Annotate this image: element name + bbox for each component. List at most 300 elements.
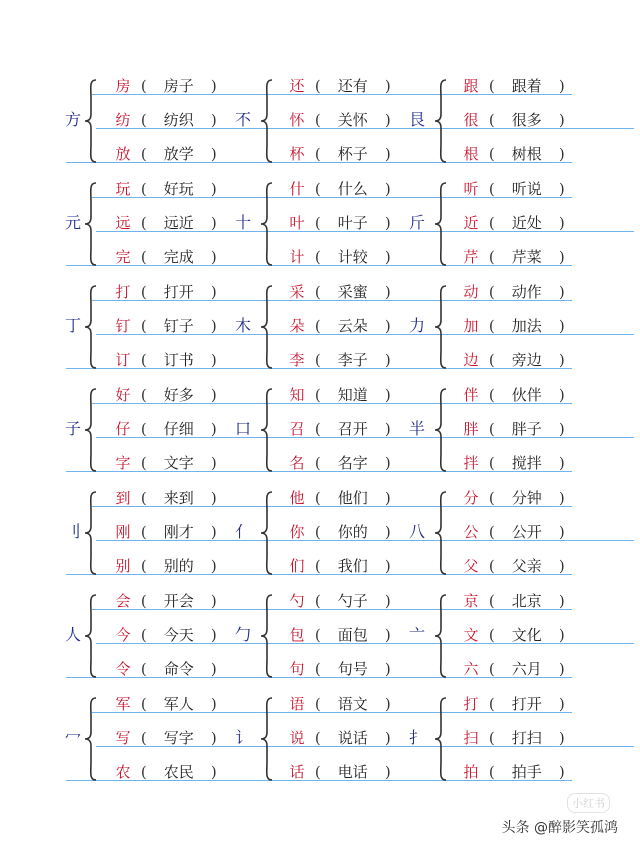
character: 写 bbox=[115, 729, 131, 747]
open-paren: ( bbox=[314, 214, 321, 232]
word: 语文 bbox=[337, 695, 368, 713]
radical: 扌 bbox=[408, 728, 425, 747]
character: 打 bbox=[463, 695, 479, 713]
character: 杯 bbox=[289, 145, 305, 163]
entry-line bbox=[114, 316, 221, 336]
close-paren: ) bbox=[558, 660, 565, 678]
radical: 子 bbox=[64, 419, 81, 438]
entry-line bbox=[462, 110, 569, 130]
word: 计较 bbox=[337, 248, 368, 266]
character: 房 bbox=[115, 77, 131, 95]
radical: 刂 bbox=[64, 522, 81, 541]
character: 拌 bbox=[463, 454, 479, 472]
character: 分 bbox=[463, 489, 479, 507]
word: 电话 bbox=[337, 763, 368, 781]
close-paren: ) bbox=[558, 420, 565, 438]
open-paren: ( bbox=[314, 695, 321, 713]
word: 来到 bbox=[163, 489, 194, 507]
brace-icon bbox=[434, 284, 448, 370]
close-paren: ) bbox=[384, 729, 391, 747]
character: 李 bbox=[289, 351, 305, 369]
character: 召 bbox=[289, 420, 305, 438]
entry-line bbox=[288, 419, 395, 439]
open-paren: ( bbox=[140, 626, 147, 644]
entry-line bbox=[114, 522, 221, 542]
entry-line bbox=[288, 385, 395, 405]
character: 别 bbox=[115, 557, 131, 575]
entry-line bbox=[114, 453, 221, 473]
close-paren: ) bbox=[210, 592, 217, 610]
open-paren: ( bbox=[140, 214, 147, 232]
brace-icon bbox=[434, 696, 448, 782]
character: 父 bbox=[463, 557, 479, 575]
close-paren: ) bbox=[384, 489, 391, 507]
character: 胖 bbox=[463, 420, 479, 438]
entry-line bbox=[114, 762, 221, 782]
word: 拍手 bbox=[511, 763, 542, 781]
entry-line bbox=[288, 316, 395, 336]
close-paren: ) bbox=[384, 351, 391, 369]
entry-line bbox=[462, 385, 569, 405]
open-paren: ( bbox=[314, 660, 321, 678]
character: 刚 bbox=[115, 523, 131, 541]
character: 根 bbox=[463, 145, 479, 163]
radical: 亻 bbox=[234, 522, 251, 541]
word: 勺子 bbox=[337, 592, 368, 610]
word: 召开 bbox=[337, 420, 368, 438]
open-paren: ( bbox=[488, 317, 495, 335]
word: 开会 bbox=[163, 592, 194, 610]
open-paren: ( bbox=[488, 77, 495, 95]
close-paren: ) bbox=[210, 763, 217, 781]
entry-line bbox=[288, 453, 395, 473]
character: 还 bbox=[289, 77, 305, 95]
open-paren: ( bbox=[314, 145, 321, 163]
faint-watermark: 小红书 bbox=[567, 793, 610, 813]
open-paren: ( bbox=[314, 77, 321, 95]
close-paren: ) bbox=[558, 695, 565, 713]
word: 还有 bbox=[337, 77, 368, 95]
radical: 不 bbox=[234, 110, 251, 129]
character: 到 bbox=[115, 489, 131, 507]
entry-line bbox=[288, 625, 395, 645]
word: 房子 bbox=[163, 77, 194, 95]
close-paren: ) bbox=[558, 729, 565, 747]
close-paren: ) bbox=[558, 351, 565, 369]
brace-icon bbox=[84, 696, 98, 782]
open-paren: ( bbox=[488, 214, 495, 232]
open-paren: ( bbox=[314, 454, 321, 472]
entry-line bbox=[288, 762, 395, 782]
character: 很 bbox=[463, 111, 479, 129]
entry-line bbox=[114, 659, 221, 679]
character: 会 bbox=[115, 592, 131, 610]
brace-icon bbox=[260, 181, 274, 267]
word: 我们 bbox=[337, 557, 368, 575]
entry-line bbox=[114, 419, 221, 439]
close-paren: ) bbox=[210, 695, 217, 713]
entry-line bbox=[288, 350, 395, 370]
radical: 人 bbox=[64, 625, 81, 644]
brace-icon bbox=[260, 284, 274, 370]
character: 勺 bbox=[289, 592, 305, 610]
brace-icon bbox=[260, 490, 274, 576]
open-paren: ( bbox=[140, 111, 147, 129]
close-paren: ) bbox=[210, 77, 217, 95]
open-paren: ( bbox=[314, 386, 321, 404]
close-paren: ) bbox=[384, 454, 391, 472]
entry-line bbox=[114, 144, 221, 164]
close-paren: ) bbox=[384, 283, 391, 301]
open-paren: ( bbox=[140, 145, 147, 163]
character: 听 bbox=[463, 180, 479, 198]
close-paren: ) bbox=[558, 523, 565, 541]
character: 包 bbox=[289, 626, 305, 644]
open-paren: ( bbox=[140, 729, 147, 747]
close-paren: ) bbox=[558, 145, 565, 163]
entry-line bbox=[114, 385, 221, 405]
brace-icon bbox=[84, 387, 98, 473]
word: 写字 bbox=[163, 729, 194, 747]
character: 近 bbox=[463, 214, 479, 232]
entry-line bbox=[462, 213, 569, 233]
word: 命令 bbox=[163, 660, 194, 678]
close-paren: ) bbox=[558, 454, 565, 472]
character: 令 bbox=[115, 660, 131, 678]
word: 打开 bbox=[163, 283, 194, 301]
word: 好多 bbox=[163, 386, 194, 404]
entry-line bbox=[288, 282, 395, 302]
open-paren: ( bbox=[140, 763, 147, 781]
radical: 口 bbox=[234, 419, 251, 438]
entry-line bbox=[462, 659, 569, 679]
word: 云朵 bbox=[337, 317, 368, 335]
character: 公 bbox=[463, 523, 479, 541]
close-paren: ) bbox=[210, 420, 217, 438]
close-paren: ) bbox=[384, 763, 391, 781]
close-paren: ) bbox=[210, 523, 217, 541]
character: 语 bbox=[289, 695, 305, 713]
entry-line bbox=[114, 76, 221, 96]
open-paren: ( bbox=[140, 557, 147, 575]
character: 句 bbox=[289, 660, 305, 678]
character: 什 bbox=[289, 180, 305, 198]
word: 近处 bbox=[511, 214, 542, 232]
entry-line bbox=[462, 728, 569, 748]
character: 今 bbox=[115, 626, 131, 644]
character: 远 bbox=[115, 214, 131, 232]
word: 仔细 bbox=[163, 420, 194, 438]
open-paren: ( bbox=[314, 351, 321, 369]
entry-line bbox=[114, 591, 221, 611]
character: 怀 bbox=[289, 111, 305, 129]
brace-icon bbox=[434, 387, 448, 473]
brace-icon bbox=[434, 78, 448, 164]
close-paren: ) bbox=[210, 214, 217, 232]
close-paren: ) bbox=[384, 557, 391, 575]
entry-line bbox=[114, 625, 221, 645]
open-paren: ( bbox=[314, 420, 321, 438]
brace-icon bbox=[434, 490, 448, 576]
character: 打 bbox=[115, 283, 131, 301]
brace-icon bbox=[84, 181, 98, 267]
close-paren: ) bbox=[558, 77, 565, 95]
close-paren: ) bbox=[558, 489, 565, 507]
word: 父亲 bbox=[511, 557, 542, 575]
close-paren: ) bbox=[384, 317, 391, 335]
word: 六月 bbox=[511, 660, 542, 678]
entry-line bbox=[462, 282, 569, 302]
entry-line bbox=[114, 694, 221, 714]
open-paren: ( bbox=[140, 248, 147, 266]
close-paren: ) bbox=[210, 660, 217, 678]
radical: 讠 bbox=[234, 728, 251, 747]
entry-line bbox=[114, 110, 221, 130]
entry-line bbox=[462, 522, 569, 542]
word: 文字 bbox=[163, 454, 194, 472]
character: 他 bbox=[289, 489, 305, 507]
word: 订书 bbox=[163, 351, 194, 369]
close-paren: ) bbox=[558, 763, 565, 781]
word: 芹菜 bbox=[511, 248, 542, 266]
close-paren: ) bbox=[210, 317, 217, 335]
character: 农 bbox=[115, 763, 131, 781]
radical: 力 bbox=[408, 316, 425, 335]
close-paren: ) bbox=[558, 180, 565, 198]
word: 树根 bbox=[511, 145, 542, 163]
character: 好 bbox=[115, 386, 131, 404]
open-paren: ( bbox=[140, 351, 147, 369]
open-paren: ( bbox=[314, 626, 321, 644]
entry-line bbox=[288, 694, 395, 714]
brace-icon bbox=[260, 78, 274, 164]
character: 知 bbox=[289, 386, 305, 404]
word: 句号 bbox=[337, 660, 368, 678]
entry-line bbox=[288, 728, 395, 748]
close-paren: ) bbox=[210, 248, 217, 266]
word: 今天 bbox=[163, 626, 194, 644]
word: 公开 bbox=[511, 523, 542, 541]
brace-icon bbox=[434, 593, 448, 679]
character: 话 bbox=[289, 763, 305, 781]
open-paren: ( bbox=[140, 695, 147, 713]
close-paren: ) bbox=[384, 626, 391, 644]
close-paren: ) bbox=[210, 626, 217, 644]
word: 完成 bbox=[163, 248, 194, 266]
radical: 艮 bbox=[408, 110, 425, 129]
close-paren: ) bbox=[384, 180, 391, 198]
entry-line bbox=[288, 110, 395, 130]
close-paren: ) bbox=[210, 729, 217, 747]
word: 文化 bbox=[511, 626, 542, 644]
word: 北京 bbox=[511, 592, 542, 610]
word: 搅拌 bbox=[511, 454, 542, 472]
character: 加 bbox=[463, 317, 479, 335]
entry-line bbox=[288, 144, 395, 164]
entry-line bbox=[288, 76, 395, 96]
brace-icon bbox=[434, 181, 448, 267]
word: 很多 bbox=[511, 111, 542, 129]
entry-line bbox=[462, 762, 569, 782]
word: 动作 bbox=[511, 283, 542, 301]
radical: 丁 bbox=[64, 316, 81, 335]
character: 拍 bbox=[463, 763, 479, 781]
character: 仔 bbox=[115, 420, 131, 438]
entry-line bbox=[114, 556, 221, 576]
open-paren: ( bbox=[314, 317, 321, 335]
brace-icon bbox=[84, 490, 98, 576]
author-watermark: 头条 @醉影笑孤鸿 bbox=[501, 820, 618, 836]
open-paren: ( bbox=[140, 523, 147, 541]
word: 胖子 bbox=[511, 420, 542, 438]
entry-line bbox=[114, 728, 221, 748]
entry-line bbox=[288, 488, 395, 508]
word: 放学 bbox=[163, 145, 194, 163]
close-paren: ) bbox=[210, 454, 217, 472]
word: 什么 bbox=[337, 180, 368, 198]
open-paren: ( bbox=[314, 248, 321, 266]
open-paren: ( bbox=[488, 351, 495, 369]
character: 伴 bbox=[463, 386, 479, 404]
brace-icon bbox=[260, 387, 274, 473]
entry-line bbox=[288, 247, 395, 267]
radical: 勹 bbox=[234, 625, 251, 644]
entry-line bbox=[462, 556, 569, 576]
open-paren: ( bbox=[314, 283, 321, 301]
character: 订 bbox=[115, 351, 131, 369]
word: 说话 bbox=[337, 729, 368, 747]
entry-line bbox=[462, 350, 569, 370]
entry-line bbox=[462, 316, 569, 336]
word: 知道 bbox=[337, 386, 368, 404]
entry-line bbox=[462, 76, 569, 96]
close-paren: ) bbox=[210, 351, 217, 369]
close-paren: ) bbox=[558, 317, 565, 335]
character: 文 bbox=[463, 626, 479, 644]
entry-line bbox=[288, 591, 395, 611]
word: 你的 bbox=[337, 523, 368, 541]
open-paren: ( bbox=[140, 180, 147, 198]
entry-line bbox=[462, 179, 569, 199]
word: 刚才 bbox=[163, 523, 194, 541]
word: 别的 bbox=[163, 557, 194, 575]
open-paren: ( bbox=[140, 386, 147, 404]
radical: 方 bbox=[64, 110, 81, 129]
open-paren: ( bbox=[140, 420, 147, 438]
open-paren: ( bbox=[140, 660, 147, 678]
open-paren: ( bbox=[140, 317, 147, 335]
close-paren: ) bbox=[558, 386, 565, 404]
entry-line bbox=[114, 350, 221, 370]
open-paren: ( bbox=[488, 557, 495, 575]
close-paren: ) bbox=[384, 248, 391, 266]
character: 军 bbox=[115, 695, 131, 713]
word: 打开 bbox=[511, 695, 542, 713]
character: 纺 bbox=[115, 111, 131, 129]
brace-icon bbox=[260, 696, 274, 782]
entry-line bbox=[288, 213, 395, 233]
entry-line bbox=[288, 556, 395, 576]
brace-icon bbox=[260, 593, 274, 679]
close-paren: ) bbox=[384, 592, 391, 610]
open-paren: ( bbox=[314, 763, 321, 781]
word: 军人 bbox=[163, 695, 194, 713]
word: 名字 bbox=[337, 454, 368, 472]
character: 计 bbox=[289, 248, 305, 266]
close-paren: ) bbox=[558, 557, 565, 575]
word: 好玩 bbox=[163, 180, 194, 198]
open-paren: ( bbox=[488, 660, 495, 678]
radical: 木 bbox=[234, 316, 251, 335]
entry-line bbox=[114, 488, 221, 508]
close-paren: ) bbox=[384, 420, 391, 438]
character: 你 bbox=[289, 523, 305, 541]
close-paren: ) bbox=[384, 111, 391, 129]
close-paren: ) bbox=[210, 283, 217, 301]
open-paren: ( bbox=[140, 592, 147, 610]
close-paren: ) bbox=[384, 145, 391, 163]
close-paren: ) bbox=[558, 248, 565, 266]
radical: 八 bbox=[408, 522, 425, 541]
open-paren: ( bbox=[140, 454, 147, 472]
character: 完 bbox=[115, 248, 131, 266]
open-paren: ( bbox=[488, 489, 495, 507]
brace-icon bbox=[84, 78, 98, 164]
open-paren: ( bbox=[314, 180, 321, 198]
brace-icon bbox=[84, 593, 98, 679]
word: 钉子 bbox=[163, 317, 194, 335]
radical: 亠 bbox=[408, 625, 425, 644]
character: 玩 bbox=[115, 180, 131, 198]
character: 朵 bbox=[289, 317, 305, 335]
open-paren: ( bbox=[488, 180, 495, 198]
word: 关怀 bbox=[337, 111, 368, 129]
open-paren: ( bbox=[314, 592, 321, 610]
open-paren: ( bbox=[314, 111, 321, 129]
radical: 半 bbox=[408, 419, 425, 438]
character: 放 bbox=[115, 145, 131, 163]
brace-icon bbox=[84, 284, 98, 370]
open-paren: ( bbox=[488, 111, 495, 129]
close-paren: ) bbox=[558, 214, 565, 232]
open-paren: ( bbox=[488, 145, 495, 163]
word: 跟着 bbox=[511, 77, 542, 95]
close-paren: ) bbox=[210, 145, 217, 163]
entry-line bbox=[288, 179, 395, 199]
radical: 斤 bbox=[408, 213, 425, 232]
close-paren: ) bbox=[384, 386, 391, 404]
character: 们 bbox=[289, 557, 305, 575]
character: 扫 bbox=[463, 729, 479, 747]
close-paren: ) bbox=[384, 214, 391, 232]
word: 伙伴 bbox=[511, 386, 542, 404]
word: 杯子 bbox=[337, 145, 368, 163]
character: 名 bbox=[289, 454, 305, 472]
open-paren: ( bbox=[140, 77, 147, 95]
word: 旁边 bbox=[511, 351, 542, 369]
open-paren: ( bbox=[488, 695, 495, 713]
entry-line bbox=[462, 591, 569, 611]
character: 采 bbox=[289, 283, 305, 301]
close-paren: ) bbox=[210, 386, 217, 404]
open-paren: ( bbox=[488, 283, 495, 301]
word: 纺织 bbox=[163, 111, 194, 129]
word: 叶子 bbox=[337, 214, 368, 232]
open-paren: ( bbox=[488, 248, 495, 266]
character: 京 bbox=[463, 592, 479, 610]
word: 面包 bbox=[337, 626, 368, 644]
open-paren: ( bbox=[314, 557, 321, 575]
